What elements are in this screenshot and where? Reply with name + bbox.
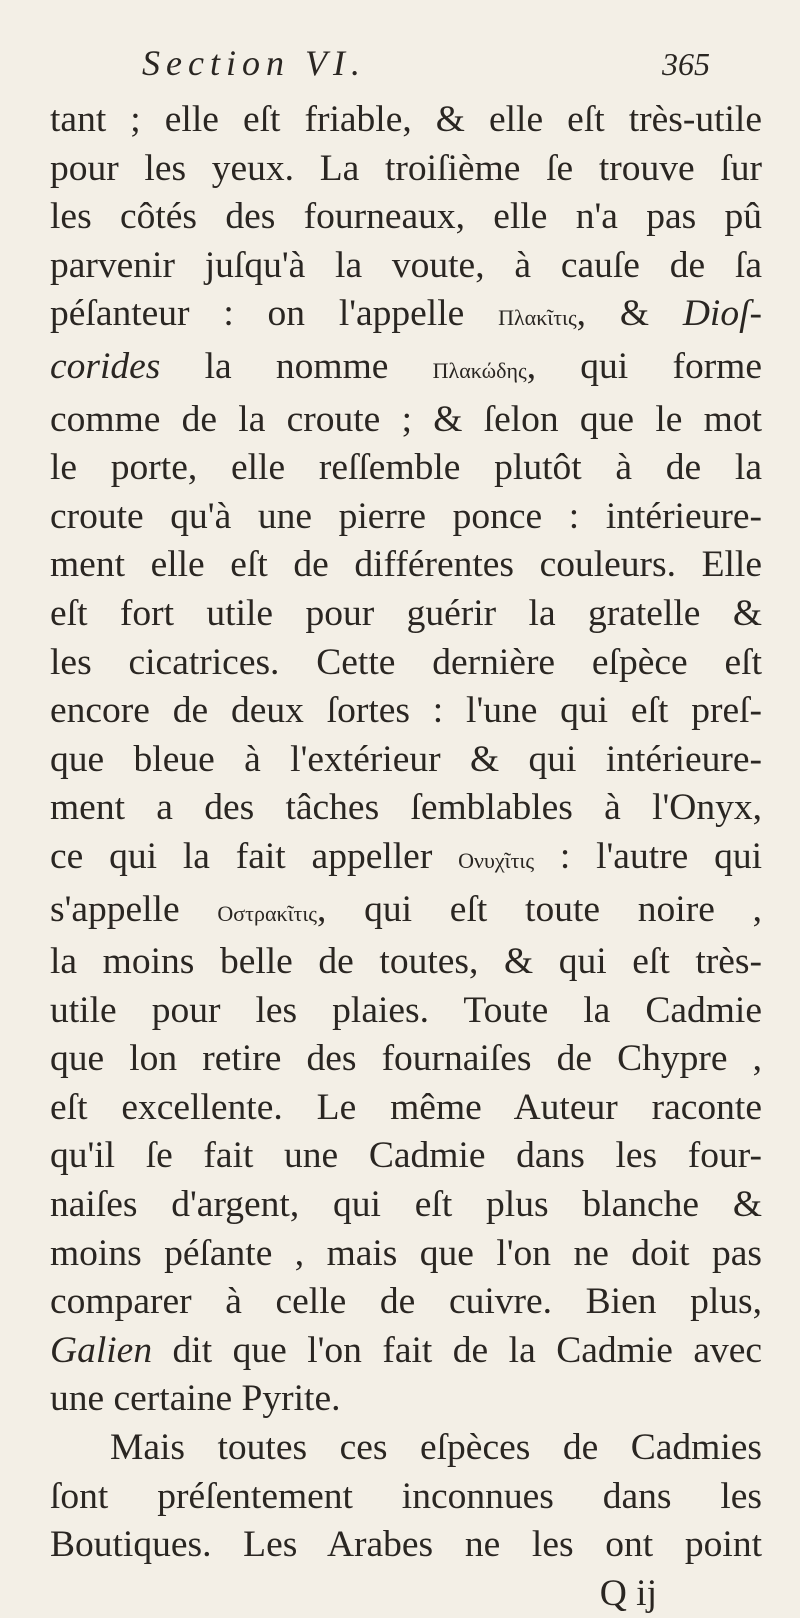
text-line: ment a des tâches ſemblables à l'Onyx, [50, 787, 762, 829]
text-line: comme de la croute ; & ſelon que le mot [50, 398, 762, 440]
text-line: comparer à celle de cuivre. Bien plus, [50, 1281, 762, 1323]
text-line: les côtés des fourneaux, elle n'a pas pû [50, 196, 762, 238]
author-name: Dioſ- [682, 293, 763, 335]
greek-word: Πλακῖτις [498, 305, 577, 331]
text-line: qu'il ſe fait une Cadmie dans les four- [50, 1135, 762, 1177]
text-line: pour les yeux. La troiſième ſe trouve ſur [50, 147, 762, 189]
body-text [50, 96, 762, 1618]
text-line: parvenir juſqu'à la voute, à cauſe de ſa [50, 244, 762, 286]
text-line: ment elle eſt de différentes couleurs. Elle [50, 544, 762, 586]
text-line: Boutiques. Les Arabes ne les ont point [50, 1524, 762, 1566]
running-header [142, 42, 770, 92]
text-line: que lon retire des fournaiſes de Chypre , [50, 1038, 762, 1080]
text-line: tant ; elle eſt friable, & elle eſt très-utile [50, 99, 762, 140]
page-number: 365 [662, 46, 710, 82]
text-line: le porte, elle reſſemble plutôt à de la [50, 447, 762, 489]
text-line: ce qui la fait appeller Ονυχῖτις : l'autre qui [50, 835, 762, 877]
author-name: Galien [50, 1329, 153, 1371]
text-line: la moins belle de toutes, & qui eſt très- [50, 941, 762, 983]
text-line: eſt fort utile pour guérir la gratelle & [50, 592, 762, 634]
greek-word: Ονυχῖτις [458, 847, 535, 873]
author-name: corides [50, 345, 161, 387]
text-line: Mais toutes ces eſpèces de Cadmies [110, 1427, 762, 1469]
text-line: moins péſante , mais que l'on ne doit pas [50, 1232, 762, 1274]
text-line: péſanteur : on l'appelle Πλακῖτις, & Dioſ- [50, 293, 763, 335]
signature-mark: Q ij [599, 1572, 657, 1614]
greek-word: Πλακώδης [432, 357, 527, 383]
greek-word: Οστρακῖτις [217, 900, 317, 926]
section-title: Section VI. [142, 43, 366, 83]
text-line: eſt excellente. Le même Auteur raconte [50, 1086, 762, 1128]
text-line: croute qu'à une pierre ponce : intérieure- [50, 495, 762, 537]
text-line: Galien dit que l'on fait de la Cadmie avec [50, 1329, 762, 1371]
text-line: corides la nomme Πλακώδης, qui forme [50, 345, 762, 387]
text-line: que bleue à l'extérieur & qui intérieure- [50, 738, 762, 780]
text-line: encore de deux ſortes : l'une qui eſt preſ- [50, 690, 762, 732]
text-line: s'appelle Οστρακῖτις, qui eſt toute noire , [50, 888, 762, 930]
text-line: utile pour les plaies. Toute la Cadmie [50, 989, 762, 1031]
text-line: naiſes d'argent, qui eſt plus blanche & [50, 1184, 762, 1226]
text-line: ſont préſentement inconnues dans les [50, 1475, 762, 1517]
text-line: une certaine Pyrite. [50, 1378, 341, 1420]
text-line: les cicatrices. Cette dernière eſpèce eſt [50, 641, 762, 683]
